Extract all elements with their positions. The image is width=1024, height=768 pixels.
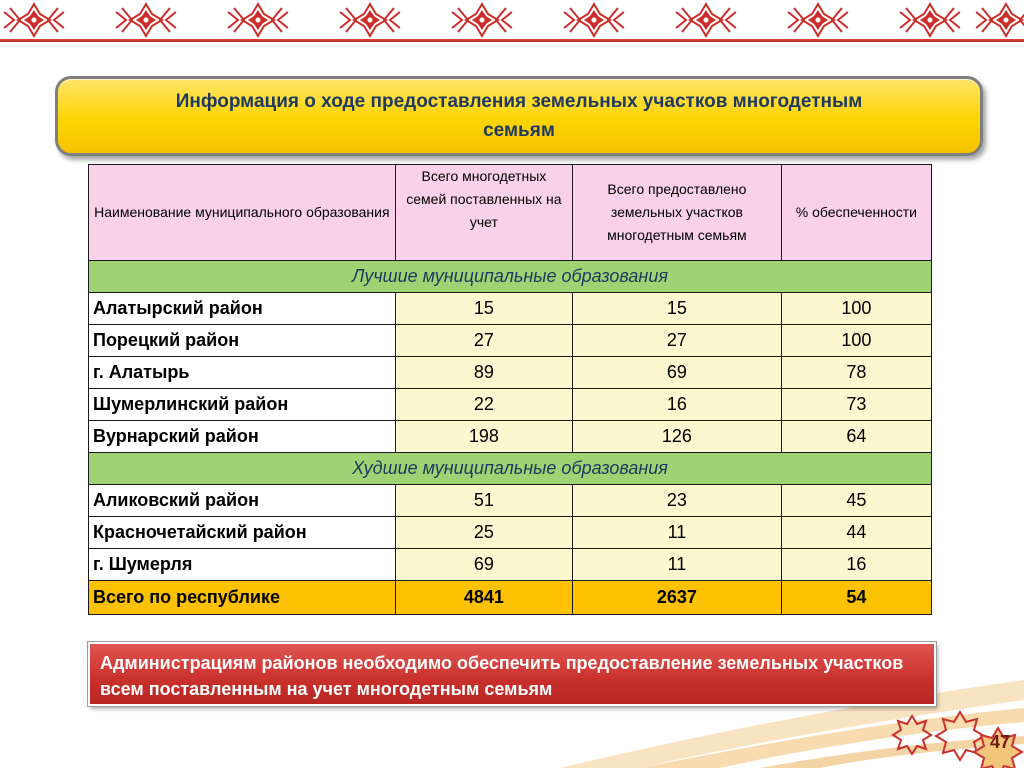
- header-registered: Всего многодетных семей поставленных на учет: [395, 165, 572, 261]
- table-row: [89, 421, 932, 453]
- row-name: Аликовский район: [89, 485, 396, 517]
- row-provided: 69: [573, 357, 782, 389]
- row-provided: 126: [573, 421, 782, 453]
- row-name: Алатырский район: [89, 293, 396, 325]
- row-name: Красночетайский район: [89, 517, 396, 549]
- row-registered: 51: [395, 485, 572, 517]
- total-name: Всего по республике: [89, 581, 396, 615]
- row-percent: 100: [781, 325, 931, 357]
- table-row: [89, 293, 932, 325]
- table-header-row: [89, 165, 932, 261]
- table-row: [89, 389, 932, 421]
- row-provided: 15: [573, 293, 782, 325]
- row-percent: 100: [781, 293, 931, 325]
- allocation-table: [88, 164, 932, 615]
- ornament-band: [0, 0, 1024, 40]
- row-registered: 89: [395, 357, 572, 389]
- row-provided: 16: [573, 389, 782, 421]
- row-percent: 45: [781, 485, 931, 517]
- row-provided: 23: [573, 485, 782, 517]
- header-divider: [0, 39, 1024, 42]
- row-name: г. Шумерля: [89, 549, 396, 581]
- row-name: Порецкий район: [89, 325, 396, 357]
- page-number: 47: [989, 732, 1011, 752]
- row-registered: 15: [395, 293, 572, 325]
- row-percent: 78: [781, 357, 931, 389]
- table-row: [89, 357, 932, 389]
- row-registered: 27: [395, 325, 572, 357]
- total-registered: 4841: [395, 581, 572, 615]
- header-percent: % обеспеченности: [781, 165, 931, 261]
- callout-box: Администрациям районов необходимо обеспечить предоставление земельных участков всем поставленным на учет многодетным семьям: [88, 642, 936, 706]
- table-row: [89, 549, 932, 581]
- chuvash-ornament-icon: [0, 0, 1024, 40]
- title-box: [55, 76, 983, 156]
- row-percent: 16: [781, 549, 931, 581]
- row-registered: 198: [395, 421, 572, 453]
- header-municipality: Наименование муниципального образования: [89, 165, 396, 261]
- row-provided: 27: [573, 325, 782, 357]
- total-provided: 2637: [573, 581, 782, 615]
- group-label-worst: Худшие муниципальные образования: [89, 453, 932, 485]
- row-percent: 44: [781, 517, 931, 549]
- group-row-best: [89, 261, 932, 293]
- page-title: Информация о ходе предоставления земельных участков многодетным семьям: [175, 91, 863, 141]
- group-row-worst: [89, 453, 932, 485]
- row-registered: 69: [395, 549, 572, 581]
- row-percent: 73: [781, 389, 931, 421]
- total-percent: 54: [781, 581, 931, 615]
- table-row: [89, 325, 932, 357]
- row-registered: 25: [395, 517, 572, 549]
- table-row: [89, 517, 932, 549]
- row-name: Шумерлинский район: [89, 389, 396, 421]
- row-percent: 64: [781, 421, 931, 453]
- total-row: [89, 581, 932, 615]
- row-name: Вурнарский район: [89, 421, 396, 453]
- header-provided: Всего предоставлено земельных участков многодетным семьям: [573, 165, 782, 261]
- row-provided: 11: [573, 517, 782, 549]
- row-registered: 22: [395, 389, 572, 421]
- table-row: [89, 485, 932, 517]
- row-name: г. Алатырь: [89, 357, 396, 389]
- group-label-best: Лучшие муниципальные образования: [89, 261, 932, 293]
- row-provided: 11: [573, 549, 782, 581]
